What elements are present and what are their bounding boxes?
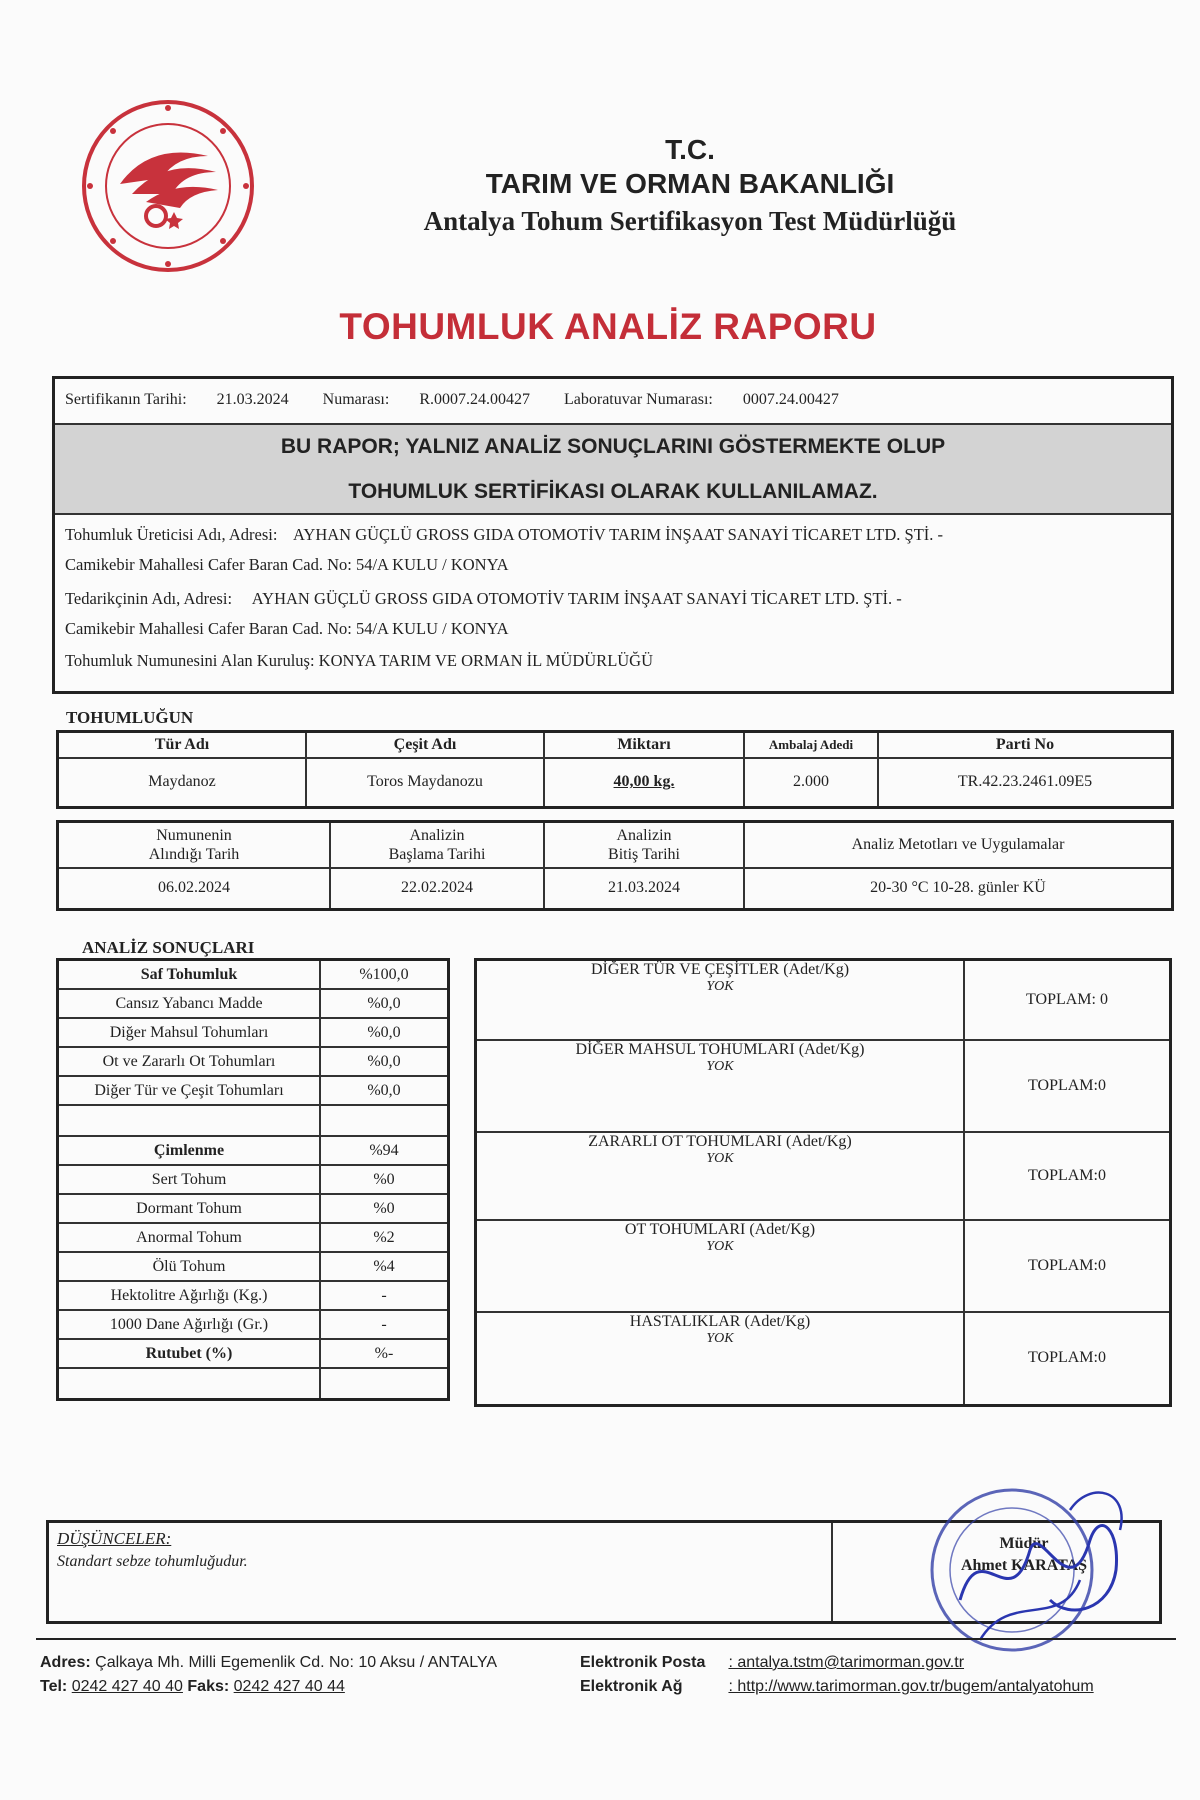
result-label: Ölü Tohum (58, 1252, 321, 1281)
other-value: YOK (706, 1238, 734, 1254)
certificate-info-line (65, 391, 869, 409)
empty-cell (58, 1368, 321, 1400)
opinion-divider (831, 1523, 833, 1621)
method-value: 20-30 °C 10-28. günler KÜ (744, 868, 1173, 910)
result-value: - (320, 1281, 449, 1310)
other-label: OT TOHUMLARI (Adet/Kg) (624, 1220, 816, 1238)
cert-number-label: Numarası: (322, 391, 390, 408)
tel-label: Tel: (40, 1678, 68, 1695)
other-label: DİĞER MAHSUL TOHUMLARI (Adet/Kg) (575, 1040, 865, 1058)
result-value: %94 (320, 1136, 449, 1165)
result-label: Çimlenme (58, 1136, 321, 1165)
lot-value: TR.42.23.2461.09E5 (878, 758, 1173, 808)
producer-name: AYHAN GÜÇLÜ GROSS GIDA OTOMOTİV TARIM İNŞAAT SANAYİ TİCARET LTD. ŞTİ. - (293, 525, 944, 544)
warning-band (55, 423, 1171, 515)
other-label-cell (476, 1040, 965, 1132)
other-total: TOPLAM:0 (964, 1040, 1171, 1132)
producer-line (65, 525, 943, 545)
result-value: %2 (320, 1223, 449, 1252)
result-label: Diğer Tür ve Çeşit Tohumları (58, 1076, 321, 1105)
results-section-label: ANALİZ SONUÇLARI (82, 938, 255, 957)
method-header: Analiz Metotları ve Uygulamalar (744, 822, 1173, 868)
result-value: %0 (320, 1194, 449, 1223)
address-label: Adres: (40, 1654, 91, 1671)
other-total: TOPLAM:0 (964, 1220, 1171, 1312)
variety-header: Çeşit Adı (306, 732, 544, 758)
result-label: Rutubet (%) (58, 1339, 321, 1368)
other-value: YOK (706, 1058, 734, 1074)
producer-address: Camikebir Mahallesi Cafer Baran Cad. No: 54/A KULU / KONYA (65, 555, 509, 574)
sampler-name: KONYA TARIM VE ORMAN İL MÜDÜRLÜĞÜ (318, 651, 654, 670)
supplier-name: AYHAN GÜÇLÜ GROSS GIDA OTOMOTİV TARIM İNŞAAT SANAYİ TİCARET LTD. ŞTİ. - (251, 589, 902, 608)
result-value: %0,0 (320, 1076, 449, 1105)
opinion-text: Standart sebze tohumluğudur. (57, 1553, 248, 1570)
other-label: DİĞER TÜR VE ÇEŞİTLER (Adet/Kg) (590, 961, 850, 978)
fax-text: 0242 427 40 44 (233, 1678, 345, 1695)
start-date-header (330, 822, 544, 868)
other-label: HASTALIKLAR (Adet/Kg) (629, 1312, 811, 1330)
officer-title: Müdür (999, 1535, 1049, 1552)
other-value: YOK (706, 1330, 734, 1346)
empty-cell (58, 1105, 321, 1136)
result-value: %- (320, 1339, 449, 1368)
footer-divider (36, 1638, 1176, 1640)
result-value: %0,0 (320, 989, 449, 1018)
email-link[interactable]: : antalya.tstm@tarimorman.gov.tr (728, 1654, 965, 1671)
lab-number: 0007.24.00427 (742, 391, 839, 408)
quantity-value (544, 758, 744, 808)
producer-label: Tohumluk Üreticisi Adı, Adresi: (65, 525, 278, 544)
result-value: %100,0 (320, 960, 449, 990)
other-seeds-table (474, 958, 1172, 1407)
warning-line-1: BU RAPOR; YALNIZ ANALİZ SONUÇLARINI GÖSTERMEKTE OLUP (280, 435, 946, 458)
results-table (56, 958, 450, 1401)
species-header: Tür Adı (58, 732, 307, 758)
result-value: %0,0 (320, 1047, 449, 1076)
result-label: Cansız Yabancı Madde (58, 989, 321, 1018)
analysis-dates-table (56, 820, 1174, 911)
sampler-line (65, 651, 653, 671)
country-heading: T.C. (665, 134, 715, 165)
quantity-header: Miktarı (544, 732, 744, 758)
tel-text: 0242 427 40 40 (71, 1678, 183, 1695)
seed-table (56, 730, 1174, 809)
web-label: Elektronik Ağ (580, 1678, 683, 1695)
officer-name: Ahmet KARATAŞ (960, 1557, 1088, 1574)
other-value: YOK (706, 1150, 734, 1166)
supplier-label: Tedarikçinin Adı, Adresi: (65, 589, 233, 608)
directorate-heading: Antalya Tohum Sertifikasyon Test Müdürlüğü (423, 206, 957, 236)
supplier-line (65, 589, 902, 609)
lab-number-label: Laboratuvar Numarası: (564, 391, 713, 408)
other-label: ZARARLI OT TOHUMLARI (Adet/Kg) (588, 1132, 852, 1150)
footer-phone (40, 1678, 345, 1696)
ministry-heading: TARIM VE ORMAN BAKANLIĞI (485, 168, 895, 199)
other-total: TOPLAM: 0 (964, 960, 1171, 1040)
result-label: Anormal Tohum (58, 1223, 321, 1252)
result-label: Sert Tohum (58, 1165, 321, 1194)
other-label-cell (476, 960, 965, 1040)
cert-date: 21.03.2024 (216, 391, 289, 408)
official-stamp-signature-icon (920, 1470, 1150, 1670)
sampled-label-1: Numunenin (156, 826, 232, 844)
result-value: - (320, 1310, 449, 1339)
species-value: Maydanoz (58, 758, 307, 808)
end-date-header (544, 822, 744, 868)
sampled-date-header (58, 822, 331, 868)
fax-label: Faks: (187, 1678, 230, 1695)
result-label: Diğer Mahsul Tohumları (58, 1018, 321, 1047)
opinion-label: DÜŞÜNCELER: (57, 1529, 172, 1548)
footer-web (580, 1678, 1094, 1696)
start-date: 22.02.2024 (330, 868, 544, 910)
other-label-cell (476, 1132, 965, 1220)
other-total: TOPLAM:0 (964, 1132, 1171, 1220)
empty-cell (320, 1105, 449, 1136)
variety-value: Toros Maydanozu (306, 758, 544, 808)
empty-cell (320, 1368, 449, 1400)
result-label: Saf Tohumluk (58, 960, 321, 990)
email-label: Elektronik Posta (580, 1654, 706, 1671)
cert-number: R.0007.24.00427 (419, 391, 530, 408)
footer-address (40, 1654, 497, 1672)
result-value: %4 (320, 1252, 449, 1281)
other-total: TOPLAM:0 (964, 1312, 1171, 1406)
result-label: Ot ve Zararlı Ot Tohumları (58, 1047, 321, 1076)
sampled-date: 06.02.2024 (58, 868, 331, 910)
other-value: YOK (706, 979, 734, 994)
end-date: 21.03.2024 (544, 868, 744, 910)
web-link[interactable]: : http://www.tarimorman.gov.tr/bugem/antalyatohum (728, 1678, 1094, 1695)
start-label-1: Analizin (409, 826, 465, 844)
other-label-cell (476, 1312, 965, 1406)
end-label-1: Analizin (616, 826, 672, 844)
footer-email (580, 1654, 964, 1672)
cert-date-label: Sertifikanın Tarihi: (65, 391, 187, 408)
other-label-cell (476, 1220, 965, 1312)
seed-section-label: TOHUMLUĞUN (66, 708, 194, 727)
sampled-label-2: Alındığı Tarih (148, 845, 240, 863)
start-label-2: Başlama Tarihi (388, 845, 486, 863)
certificate-box (52, 376, 1174, 694)
supplier-address: Camikebir Mahallesi Cafer Baran Cad. No: 54/A KULU / KONYA (65, 619, 509, 638)
end-label-2: Bitiş Tarihi (608, 845, 680, 863)
result-value: %0,0 (320, 1018, 449, 1047)
lot-header: Parti No (878, 732, 1173, 758)
result-value: %0 (320, 1165, 449, 1194)
packages-header: Ambalaj Adedi (744, 732, 878, 758)
result-label: Dormant Tohum (58, 1194, 321, 1223)
sampler-label: Tohumluk Numunesini Alan Kuruluş: (65, 651, 315, 670)
warning-line-2: TOHUMLUK SERTİFİKASI OLARAK KULLANILAMAZ. (348, 480, 878, 503)
address-text: Çalkaya Mh. Milli Egemenlik Cd. No: 10 Aksu / ANTALYA (95, 1654, 498, 1671)
quantity-text: 40,00 kg. (613, 773, 675, 791)
packages-value: 2.000 (744, 758, 878, 808)
report-title: TOHUMLUK ANALİZ RAPORU (339, 306, 877, 347)
result-label: 1000 Dane Ağırlığı (Gr.) (58, 1310, 321, 1339)
result-label: Hektolitre Ağırlığı (Kg.) (58, 1281, 321, 1310)
